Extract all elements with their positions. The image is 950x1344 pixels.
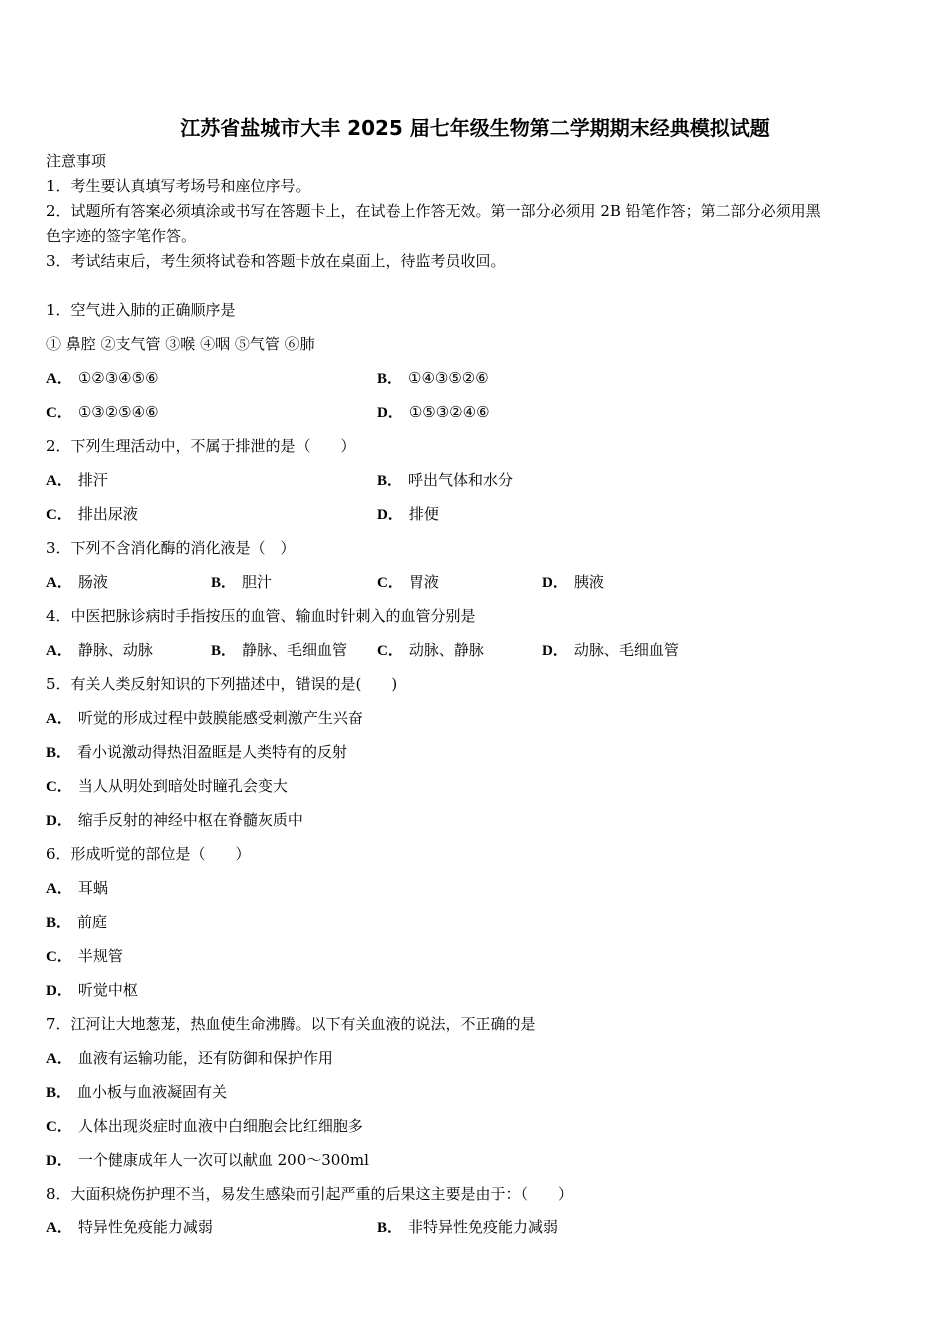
option-letter: B． (46, 1085, 72, 1101)
option-text: ①③②⑤④⑥ (77, 403, 159, 421)
option (46, 1082, 227, 1103)
option-letter: C． (46, 949, 72, 965)
question-stem: 7．江河让大地葱茏，热血使生命沸腾。以下有关血液的说法，不正确的是 (46, 1015, 536, 1033)
option (377, 572, 439, 593)
option-text: 胰液 (573, 573, 604, 591)
option-text: 血液有运输功能，还有防御和保护作用 (77, 1049, 333, 1067)
option-letter: C． (46, 1119, 72, 1135)
option-text: 排汗 (77, 471, 108, 489)
notice-item: 1．考生要认真填写考场号和座位序号。 (46, 177, 311, 195)
option-letter: A． (46, 643, 72, 659)
page-title: 江苏省盐城市大丰 2025 届七年级生物第二学期期末经典模拟试题 (180, 116, 770, 140)
option (542, 572, 604, 593)
option (377, 504, 439, 525)
option-text: 看小说激动得热泪盈眶是人类特有的反射 (77, 743, 348, 761)
option (46, 572, 108, 593)
option-text: ①⑤③②④⑥ (408, 403, 490, 421)
option-letter: B． (377, 1220, 403, 1236)
option-text: 胃液 (408, 573, 439, 591)
option-letter: D． (377, 507, 403, 523)
option-letter: D． (542, 643, 568, 659)
option-text: 缩手反射的神经中枢在脊髓灰质中 (77, 811, 303, 829)
option-letter: A． (46, 473, 72, 489)
option (46, 946, 123, 967)
option-letter: C． (377, 575, 403, 591)
option-letter: B． (377, 371, 403, 387)
option (46, 1048, 333, 1069)
question-stem: 8．大面积烧伤护理不当，易发生感染而引起严重的后果这主要是由于：（ ） (46, 1185, 574, 1203)
option-letter: A． (46, 1051, 72, 1067)
option-letter: D． (542, 575, 568, 591)
option-text: 耳蜗 (77, 879, 108, 897)
notice-heading: 注意事项 (46, 152, 107, 170)
option (46, 504, 138, 525)
option (46, 776, 288, 797)
option-text: 一个健康成年人一次可以献血 200～300ml (77, 1151, 369, 1169)
option (377, 1217, 558, 1238)
option (46, 470, 108, 491)
option-letter: D． (46, 983, 72, 999)
option-text: 前庭 (77, 913, 108, 931)
option-text: 半规管 (77, 947, 123, 965)
option (46, 878, 108, 899)
question-stem: 3．下列不含消化酶的消化液是（ ） (46, 539, 296, 557)
option-text: 动脉、静脉 (408, 641, 484, 659)
question-stem: 6．形成听觉的部位是（ ） (46, 845, 251, 863)
option-letter: A． (46, 881, 72, 897)
option (377, 368, 489, 389)
notice-item: 3．考试结束后，考生须将试卷和答题卡放在桌面上，待监考员收回。 (46, 252, 506, 270)
option-letter: C． (46, 779, 72, 795)
option-text: 排出尿液 (77, 505, 138, 523)
option (46, 1217, 213, 1238)
question-stem: 5．有关人类反射知识的下列描述中，错误的是( ) (46, 675, 398, 693)
option-text: 排便 (408, 505, 439, 523)
option (46, 980, 138, 1001)
option (46, 1150, 369, 1171)
option-text: 听觉的形成过程中鼓膜能感受刺激产生兴奋 (77, 709, 363, 727)
option (542, 640, 679, 661)
option (377, 470, 513, 491)
option (46, 708, 363, 729)
option-letter: D． (377, 405, 403, 421)
option-letter: C． (377, 643, 403, 659)
option-letter: B． (211, 575, 237, 591)
option-text: 动脉、毛细血管 (573, 641, 679, 659)
option-text: 听觉中枢 (77, 981, 138, 999)
question-extra: ① 鼻腔 ②支气管 ③喉 ④咽 ⑤气管 ⑥肺 (46, 335, 315, 353)
option-text: 呼出气体和水分 (408, 471, 514, 489)
option (46, 402, 159, 423)
question-stem: 2．下列生理活动中，不属于排泄的是（ ） (46, 437, 356, 455)
option-text: ①②③④⑤⑥ (77, 369, 159, 387)
option-letter: A． (46, 371, 72, 387)
option-letter: A． (46, 711, 72, 727)
option-letter: A． (46, 1220, 72, 1236)
option (46, 810, 303, 831)
option-letter: B． (211, 643, 237, 659)
option-text: 当人从明处到暗处时瞳孔会变大 (77, 777, 288, 795)
option (377, 402, 490, 423)
option-letter: D． (46, 1153, 72, 1169)
option-text: 静脉、毛细血管 (242, 641, 348, 659)
option (46, 912, 107, 933)
option-letter: C． (46, 405, 72, 421)
option-letter: A． (46, 575, 72, 591)
option-text: 人体出现炎症时血液中白细胞会比红细胞多 (77, 1117, 363, 1135)
option (46, 1116, 363, 1137)
notice-item: 2．试题所有答案必须填涂或书写在答题卡上，在试卷上作答无效。第一部分必须用 2B 铅笔作答；第二部分必须用黑 (46, 202, 821, 220)
option (46, 368, 159, 389)
option (46, 742, 347, 763)
option-letter: B． (46, 915, 72, 931)
option-text: 特异性免疫能力减弱 (77, 1218, 213, 1236)
option-text: 血小板与血液凝固有关 (77, 1083, 228, 1101)
option-text: 非特异性免疫能力减弱 (408, 1218, 559, 1236)
option-text: 胆汁 (242, 573, 273, 591)
option-letter: B． (46, 745, 72, 761)
option-letter: D． (46, 813, 72, 829)
option-text: ①④③⑤②⑥ (408, 369, 489, 387)
option (46, 640, 153, 661)
option (377, 640, 484, 661)
question-stem: 4．中医把脉诊病时手指按压的血管、输血时针刺入的血管分别是 (46, 607, 476, 625)
notice-item: 色字迹的签字笔作答。 (46, 227, 197, 245)
option-text: 肠液 (77, 573, 108, 591)
option (211, 640, 347, 661)
option (211, 572, 272, 593)
option-letter: C． (46, 507, 72, 523)
option-letter: B． (377, 473, 403, 489)
option-text: 静脉、动脉 (77, 641, 153, 659)
question-stem: 1．空气进入肺的正确顺序是 (46, 301, 236, 319)
